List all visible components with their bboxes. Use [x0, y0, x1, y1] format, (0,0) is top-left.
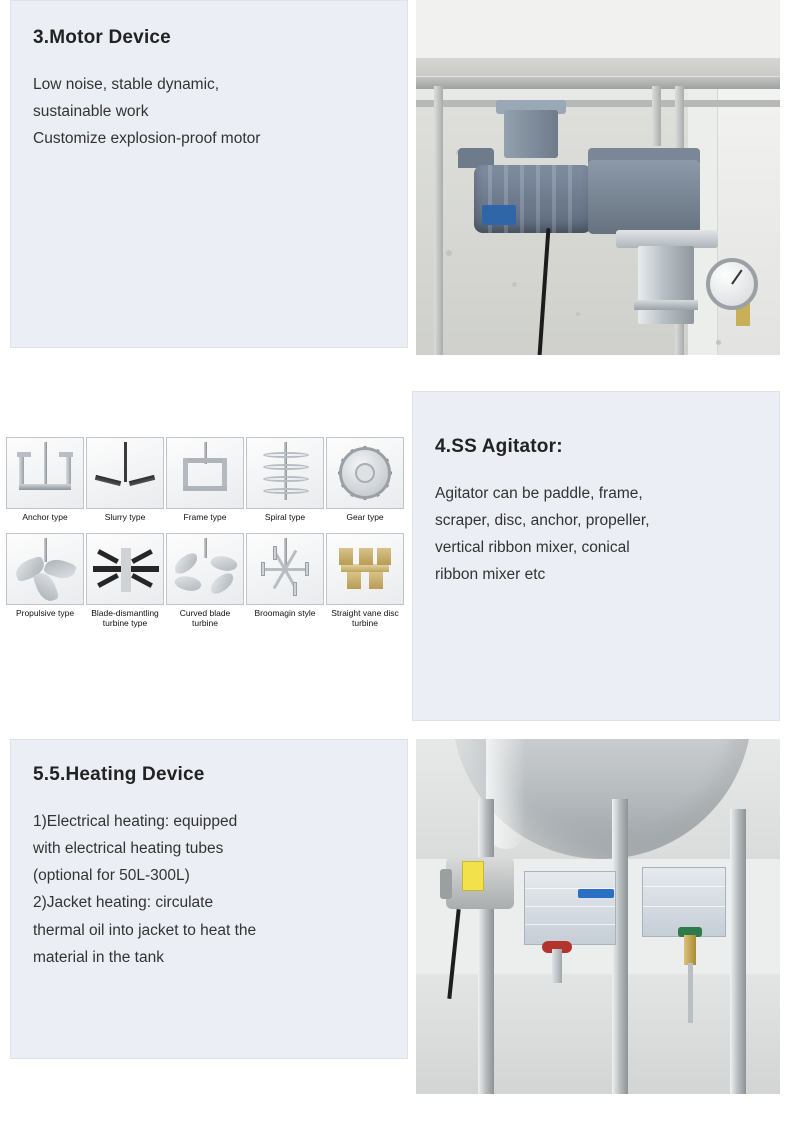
- section-heating-device: [0, 739, 790, 1094]
- agitator-type-tile[interactable]: [86, 533, 164, 634]
- agitator-type-row-1: [6, 437, 406, 529]
- agitator-type-tile[interactable]: [326, 533, 404, 634]
- curved-blade-turbine-icon: [166, 533, 244, 605]
- motor-photo-column: [416, 0, 780, 355]
- straight-vane-disc-turbine-icon: [326, 533, 404, 605]
- agitator-line-4: ribbon mixer etc: [435, 566, 546, 584]
- agitator-type-tile[interactable]: [166, 437, 244, 529]
- agitator-type-label: Curved blade turbine: [179, 607, 231, 628]
- motor-text-column: [0, 0, 416, 355]
- motor-line-2: sustainable work: [33, 103, 149, 121]
- agitator-type-label: Slurry type: [104, 512, 146, 522]
- anchor-impeller-icon: [6, 437, 84, 509]
- agitator-type-tile[interactable]: [86, 437, 164, 529]
- motor-device-photo: [416, 0, 780, 355]
- agitator-line-1: Agitator can be paddle, frame,: [435, 485, 643, 502]
- heating-text-column: [0, 739, 416, 1094]
- heating-line-2: with electrical heating tubes: [33, 840, 224, 858]
- section-motor-device: [0, 0, 790, 355]
- heating-line-3: (optional for 50L-300L): [33, 867, 190, 885]
- agitator-type-tile[interactable]: [246, 437, 324, 529]
- heating-text-card: [10, 739, 408, 1059]
- agitator-text-card: [412, 391, 780, 721]
- slurry-impeller-icon: [86, 437, 164, 509]
- agitator-type-tile[interactable]: [326, 437, 404, 529]
- agitator-type-tile[interactable]: [6, 533, 84, 634]
- heating-photo-column: [416, 739, 780, 1094]
- agitator-type-label: Frame type: [183, 512, 227, 522]
- agitator-line-2: scraper, disc, anchor, propeller,: [435, 512, 650, 530]
- motor-heading: 3.Motor Device: [33, 27, 171, 48]
- agitator-type-label: Anchor type: [22, 512, 68, 522]
- agitator-type-grid: [0, 377, 406, 634]
- agitator-type-label: Spiral type: [264, 512, 306, 522]
- agitator-type-tile[interactable]: [166, 533, 244, 634]
- motor-line-3: Customize explosion-proof motor: [33, 130, 261, 148]
- agitator-type-label: Gear type: [346, 512, 384, 522]
- motor-text-card: [10, 0, 408, 348]
- blade-dismantling-turbine-icon: [86, 533, 164, 605]
- agitator-type-label: Blade-dismantling turbine type: [91, 607, 159, 628]
- heating-line-5: thermal oil into jacket to heat the: [33, 921, 257, 939]
- heating-heading: 5.5.Heating Device: [33, 764, 205, 785]
- propeller-impeller-icon: [6, 533, 84, 605]
- agitator-text-column: [406, 377, 790, 717]
- agitator-type-row-2: [6, 533, 406, 634]
- gear-impeller-icon: [326, 437, 404, 509]
- agitator-line-3: vertical ribbon mixer, conical: [435, 539, 630, 557]
- heating-line-1: 1)Electrical heating: equipped: [33, 813, 238, 830]
- motor-line-1: Low noise, stable dynamic,: [33, 76, 220, 93]
- agitator-types-column: [0, 377, 406, 717]
- agitator-type-tile[interactable]: [246, 533, 324, 634]
- frame-impeller-icon: [166, 437, 244, 509]
- agitator-heading: 4.SS Agitator:: [435, 436, 563, 457]
- agitator-type-label: Broomagin style: [254, 607, 316, 618]
- section-ss-agitator: [0, 377, 790, 717]
- broomagin-impeller-icon: [246, 533, 324, 605]
- heating-line-6: material in the tank: [33, 948, 164, 966]
- agitator-type-label: Straight vane disc turbine: [331, 607, 399, 628]
- agitator-type-label: Propulsive type: [15, 607, 75, 618]
- heating-line-4: 2)Jacket heating: circulate: [33, 894, 214, 912]
- spiral-impeller-icon: [246, 437, 324, 509]
- heating-device-photo: [416, 739, 780, 1094]
- agitator-type-tile[interactable]: [6, 437, 84, 529]
